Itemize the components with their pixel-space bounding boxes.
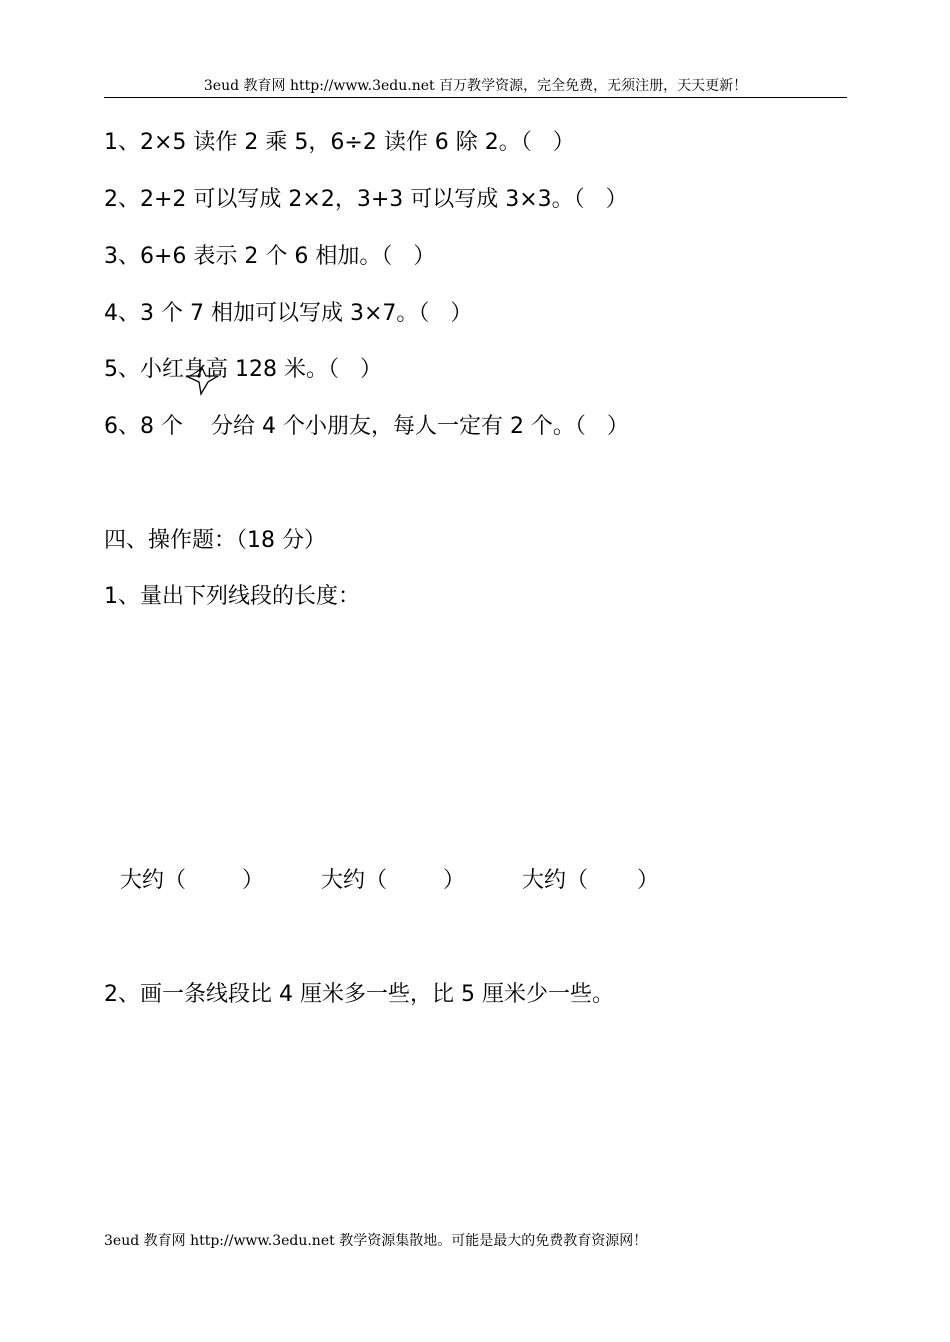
page-footer: 3eud 教育网 http://www.3edu.net 教学资源集散地。可能是最大的免费教育资源网！ — [104, 1233, 648, 1249]
question-draw-segment: 2、画一条线段比 4 厘米多一些，比 5 厘米少一些。 — [104, 982, 614, 1007]
judge-item-4: 4、3 个 7 相加可以写成 3×7。（ ） — [104, 301, 473, 326]
section-title: 四、操作题：（18 分） — [104, 528, 326, 553]
estimate-blank-2: 大约（ ） — [321, 868, 465, 893]
question-measure-segments: 1、量出下列线段的长度： — [104, 584, 360, 609]
judge-item-1: 1、2×5 读作 2 乘 5，6÷2 读作 6 除 2。（ ） — [104, 130, 575, 155]
judge-item-2: 2、2+2 可以写成 2×2，3+3 可以写成 3×3。（ ） — [104, 187, 628, 212]
estimate-blank-3: 大约（ ） — [522, 868, 659, 893]
judge-item-6: 6、8 个 分给 4 个小朋友，每人一定有 2 个。（ ） — [104, 414, 629, 439]
judge-item-3: 3、6+6 表示 2 个 6 相加。（ ） — [104, 244, 436, 269]
judge-item-5: 5、小红身高 128 米。（ ） — [104, 357, 382, 382]
estimate-blank-1: 大约（ ） — [120, 868, 264, 893]
page-header: 3eud 教育网 http://www.3edu.net 百万教学资源，完全免费，无须注册，天天更新！ — [203, 78, 748, 94]
star-shape-icon — [182, 366, 222, 396]
header-divider — [104, 97, 847, 98]
